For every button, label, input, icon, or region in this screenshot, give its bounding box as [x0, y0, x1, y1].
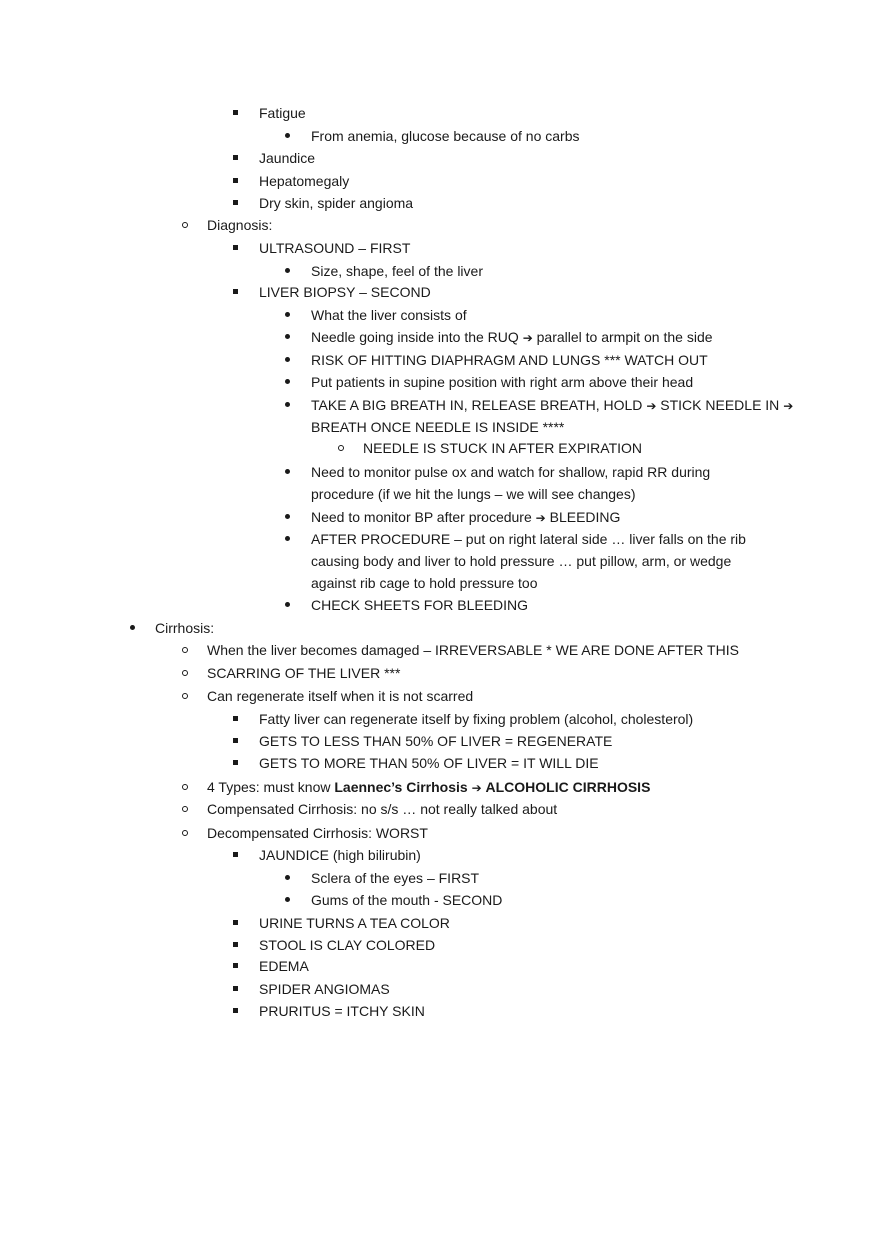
square-bullet-icon	[233, 1008, 238, 1013]
circle-bullet-icon	[182, 693, 188, 699]
dot-bullet-icon	[285, 312, 290, 317]
list-item-text: Need to monitor BP after procedure	[311, 509, 532, 525]
list-item: When the liver becomes damaged – IRREVERSABLE * WE ARE DONE AFTER THIS	[207, 642, 739, 658]
list-item-continuation: against rib cage to hold pressure too	[311, 575, 538, 591]
list-item-text: TAKE A BIG BREATH IN, RELEASE BREATH, HOLD	[311, 397, 643, 413]
list-item: CHECK SHEETS FOR BLEEDING	[311, 597, 529, 613]
square-bullet-icon	[233, 942, 238, 947]
circle-bullet-icon	[338, 445, 344, 451]
list-item-text: STICK NEEDLE IN	[660, 397, 780, 413]
list-item: What the liver consists of	[311, 307, 467, 323]
circle-bullet-icon	[182, 830, 188, 836]
circle-bullet-icon	[182, 784, 188, 790]
dot-bullet-icon	[285, 334, 290, 339]
dot-bullet-icon	[285, 897, 290, 902]
list-item: STOOL IS CLAY COLORED	[259, 937, 436, 953]
list-item: Dry skin, spider angioma	[259, 195, 414, 211]
dot-bullet-icon	[285, 602, 290, 607]
list-item: From anemia, glucose because of no carbs	[311, 128, 580, 144]
list-item: Compensated Cirrhosis: no s/s … not really talked about	[207, 801, 558, 817]
section-heading: Cirrhosis:	[155, 620, 215, 636]
list-item-text: Needle going inside into the RUQ	[311, 329, 519, 345]
list-item	[311, 396, 793, 415]
square-bullet-icon	[233, 963, 238, 968]
list-item: GETS TO MORE THAN 50% OF LIVER = IT WILL DIE	[259, 755, 599, 771]
square-bullet-icon	[233, 760, 238, 765]
square-bullet-icon	[233, 178, 238, 183]
list-item: Fatigue	[259, 105, 306, 121]
bold-term: ALCOHOLIC CIRRHOSIS	[485, 779, 651, 795]
square-bullet-icon	[233, 852, 238, 857]
list-item: GETS TO LESS THAN 50% OF LIVER = REGENERATE	[259, 733, 613, 749]
list-item: Size, shape, feel of the liver	[311, 263, 483, 279]
list-item: Can regenerate itself when it is not scarred	[207, 688, 474, 704]
arrow-right-icon: ➔	[535, 511, 546, 525]
list-item: Diagnosis:	[207, 217, 273, 233]
arrow-right-icon: ➔	[783, 399, 794, 413]
dot-bullet-icon	[130, 625, 135, 630]
list-item-continuation: procedure (if we hit the lungs – we will see changes)	[311, 486, 636, 502]
square-bullet-icon	[233, 289, 238, 294]
list-item-text: BLEEDING	[549, 509, 621, 525]
list-item: LIVER BIOPSY – SECOND	[259, 284, 431, 300]
square-bullet-icon	[233, 110, 238, 115]
bold-term: Laennec’s Cirrhosis	[334, 779, 468, 795]
list-item-text: 4 Types: must know	[207, 779, 331, 795]
list-item: Decompensated Cirrhosis: WORST	[207, 825, 428, 841]
list-item: Sclera of the eyes – FIRST	[311, 870, 480, 886]
list-item: Fatty liver can regenerate itself by fixing problem (alcohol, cholesterol)	[259, 711, 694, 727]
list-item: PRURITUS = ITCHY SKIN	[259, 1003, 425, 1019]
list-item: Hepatomegaly	[259, 173, 350, 189]
square-bullet-icon	[233, 986, 238, 991]
square-bullet-icon	[233, 155, 238, 160]
list-item: NEEDLE IS STUCK IN AFTER EXPIRATION	[363, 440, 643, 456]
list-item: EDEMA	[259, 958, 309, 974]
list-item-continuation: causing body and liver to hold pressure … put pillow, arm, or wedge	[311, 553, 732, 569]
list-item: ULTRASOUND – FIRST	[259, 240, 411, 256]
arrow-right-icon: ➔	[471, 781, 482, 795]
list-item	[207, 778, 650, 797]
dot-bullet-icon	[285, 536, 290, 541]
square-bullet-icon	[233, 920, 238, 925]
dot-bullet-icon	[285, 268, 290, 273]
dot-bullet-icon	[285, 514, 290, 519]
list-item: Put patients in supine position with right arm above their head	[311, 374, 694, 390]
arrow-right-icon: ➔	[522, 331, 533, 345]
arrow-right-icon: ➔	[646, 399, 657, 413]
list-item: URINE TURNS A TEA COLOR	[259, 915, 450, 931]
dot-bullet-icon	[285, 402, 290, 407]
circle-bullet-icon	[182, 806, 188, 812]
list-item: AFTER PROCEDURE – put on right lateral side … liver falls on the rib	[311, 531, 746, 547]
list-item	[311, 508, 620, 527]
dot-bullet-icon	[285, 357, 290, 362]
dot-bullet-icon	[285, 875, 290, 880]
list-item: RISK OF HITTING DIAPHRAGM AND LUNGS *** WATCH OUT	[311, 352, 708, 368]
list-item: Gums of the mouth - SECOND	[311, 892, 503, 908]
dot-bullet-icon	[285, 379, 290, 384]
list-item: Need to monitor pulse ox and watch for shallow, rapid RR during	[311, 464, 711, 480]
square-bullet-icon	[233, 738, 238, 743]
list-item: Jaundice	[259, 150, 316, 166]
list-item	[311, 328, 713, 347]
list-item: SCARRING OF THE LIVER ***	[207, 665, 401, 681]
list-item-text: parallel to armpit on the side	[536, 329, 713, 345]
list-item-continuation: BREATH ONCE NEEDLE IS INSIDE ****	[311, 419, 565, 435]
square-bullet-icon	[233, 716, 238, 721]
list-item: SPIDER ANGIOMAS	[259, 981, 390, 997]
list-item: JAUNDICE (high bilirubin)	[259, 847, 421, 863]
circle-bullet-icon	[182, 670, 188, 676]
square-bullet-icon	[233, 200, 238, 205]
square-bullet-icon	[233, 245, 238, 250]
dot-bullet-icon	[285, 133, 290, 138]
dot-bullet-icon	[285, 469, 290, 474]
circle-bullet-icon	[182, 647, 188, 653]
circle-bullet-icon	[182, 222, 188, 228]
